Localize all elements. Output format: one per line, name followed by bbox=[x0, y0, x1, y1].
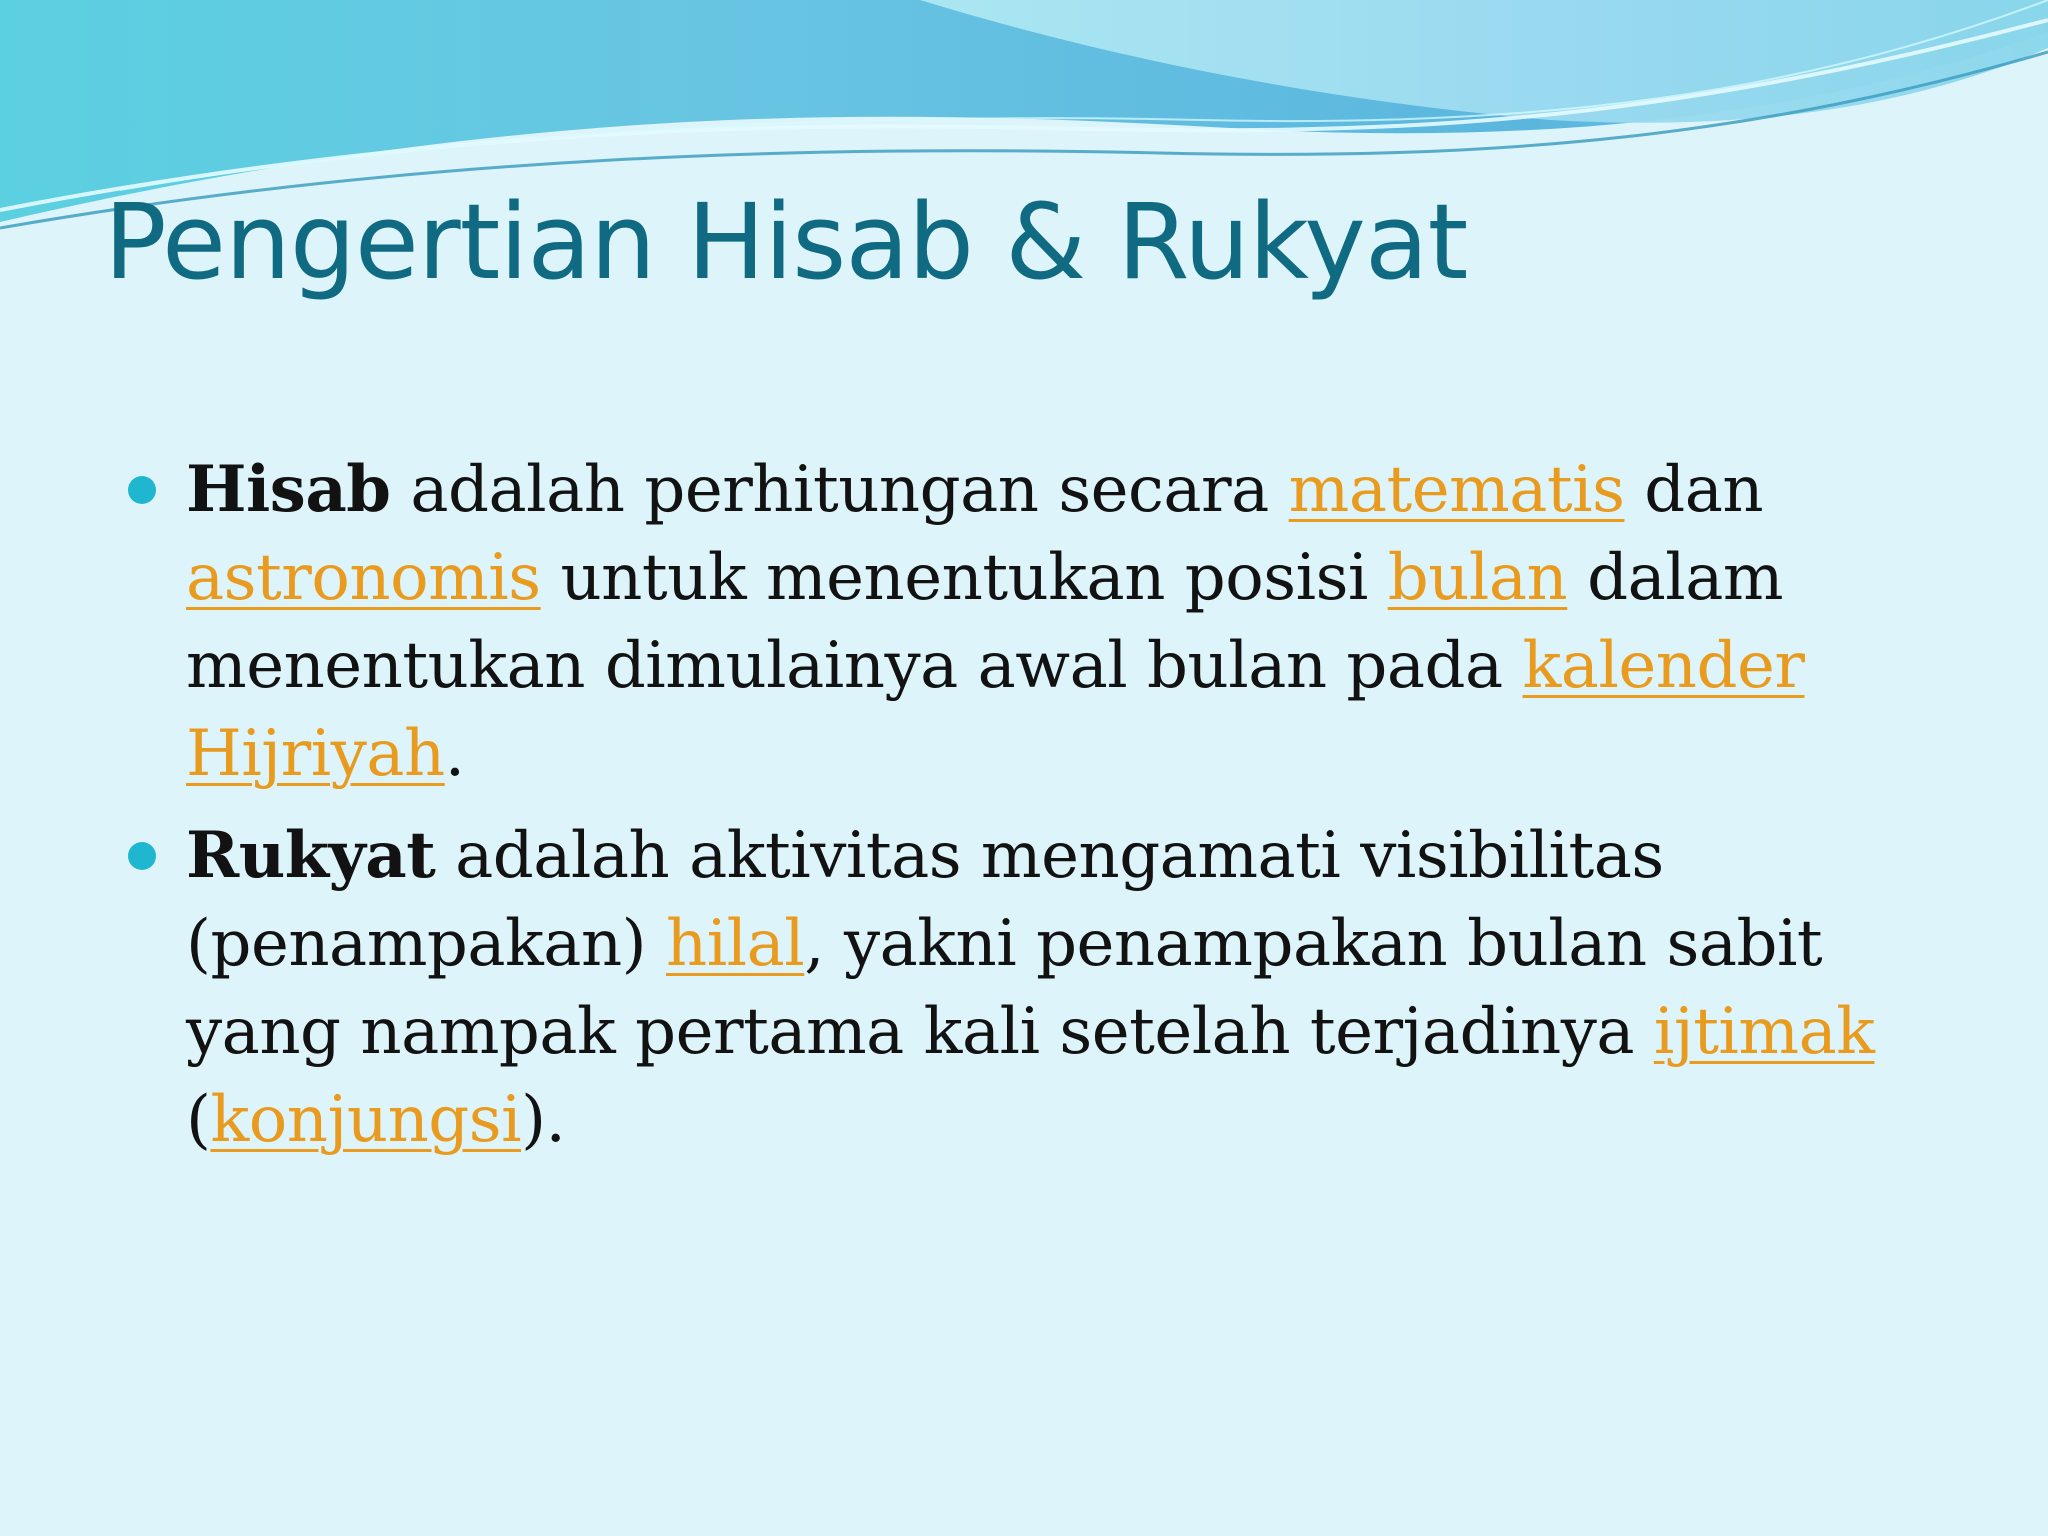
link-astronomis[interactable]: astronomis bbox=[186, 541, 541, 615]
bullet-list bbox=[128, 446, 1928, 1178]
bullet-dot-icon bbox=[128, 842, 156, 870]
bullet-hisab bbox=[128, 446, 1928, 798]
slide-title: Pengertian Hisab & Rukyat bbox=[104, 181, 1468, 303]
rukyat-text-4: ). bbox=[521, 1083, 566, 1157]
hisab-text-3: untuk menentukan posisi bbox=[540, 541, 1388, 615]
link-bulan[interactable]: bulan bbox=[1387, 541, 1568, 615]
bullet-rukyat bbox=[128, 812, 1928, 1164]
link-hilal[interactable]: hilal bbox=[665, 907, 805, 981]
rukyat-text-3: ( bbox=[186, 1083, 211, 1157]
bullet-dot-icon bbox=[128, 476, 156, 504]
hisab-text-2: dan bbox=[1624, 453, 1764, 527]
term-rukyat: Rukyat bbox=[186, 818, 436, 893]
rukyat-text-1: adalah aktivitas mengamati visibilitas (penampakan) bbox=[186, 819, 1664, 981]
link-kalender-hijriyah[interactable]: kalender Hijriyah bbox=[186, 629, 1805, 791]
hisab-text-4: dalam menentukan dimulainya awal bulan pada bbox=[186, 541, 1784, 703]
link-matematis[interactable]: matematis bbox=[1288, 453, 1625, 527]
rukyat-text-2: , yakni penampakan bulan sabit yang nampak pertama kali setelah terjadinya bbox=[186, 907, 1823, 1069]
link-konjungsi[interactable]: konjungsi bbox=[210, 1083, 522, 1157]
hisab-text-5: . bbox=[444, 717, 465, 791]
term-hisab: Hisab bbox=[186, 452, 391, 527]
link-ijtimak[interactable]: ijtimak bbox=[1653, 995, 1875, 1069]
hisab-text-1: adalah perhitungan secara bbox=[390, 453, 1289, 527]
